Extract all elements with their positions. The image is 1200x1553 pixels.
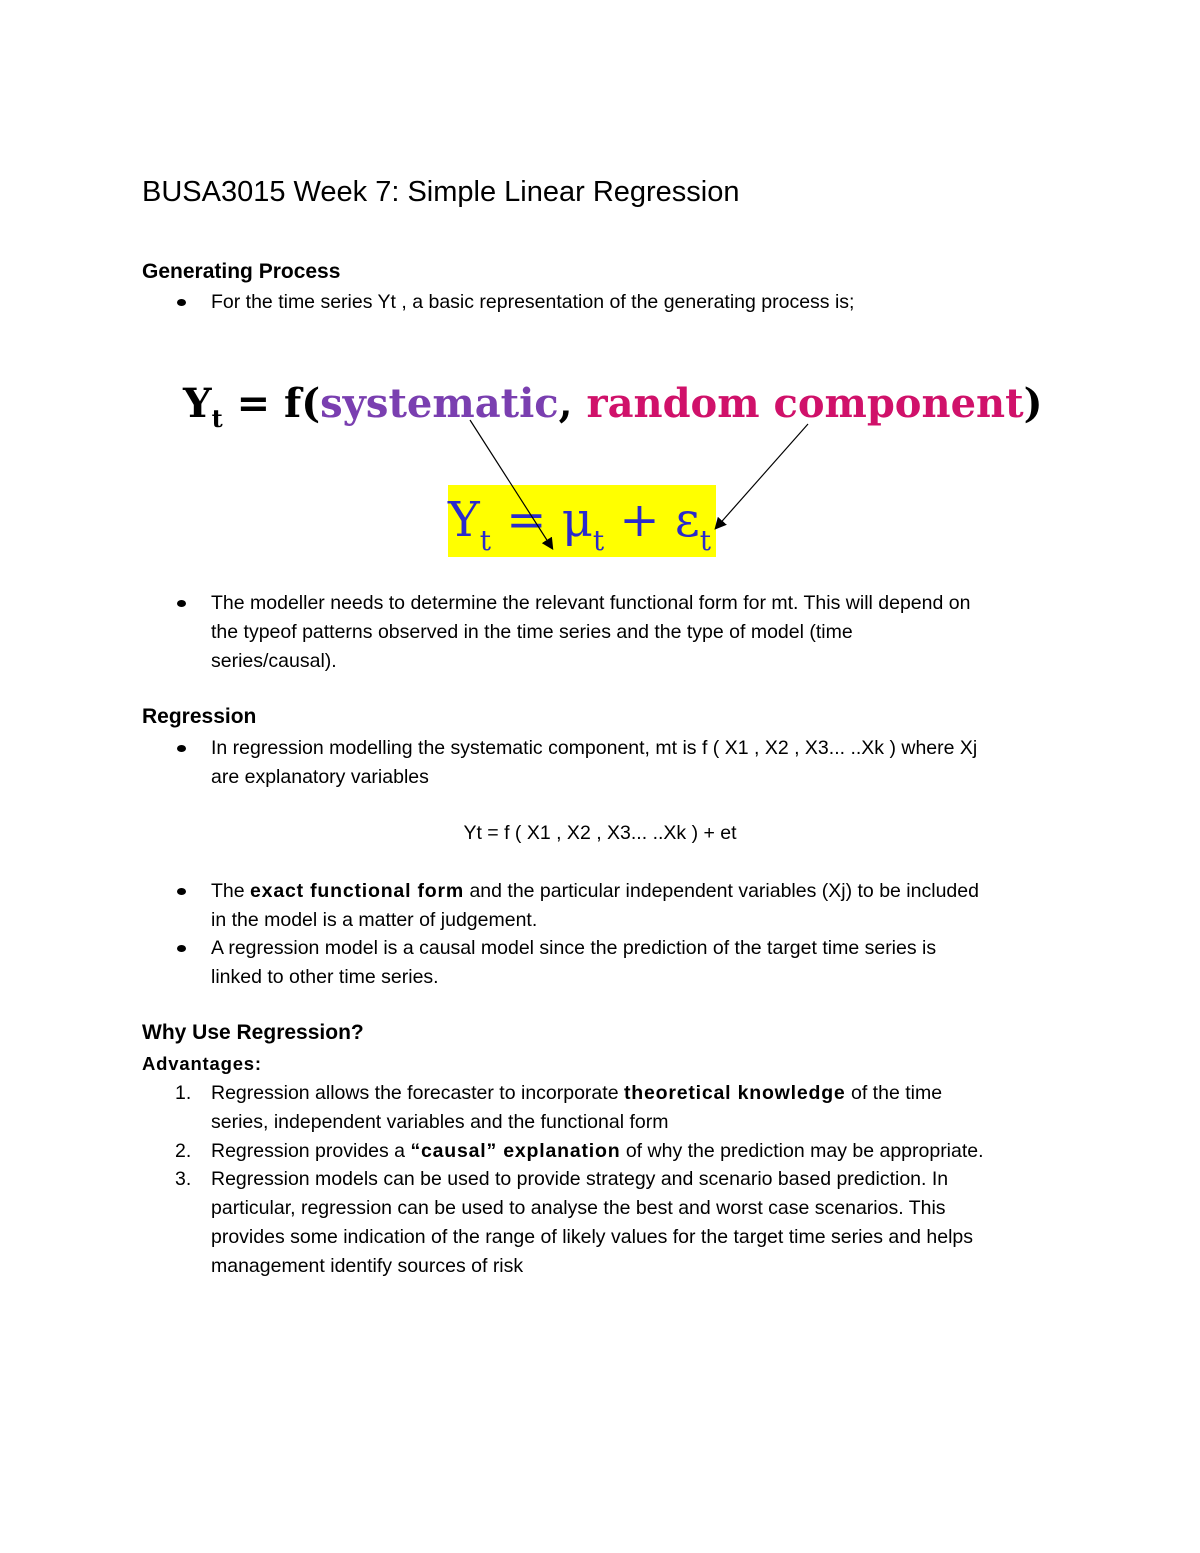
regression-heading: Regression — [142, 705, 257, 728]
advantage-item-2: Regression provides a “causal” explanation of why the prediction may be appropriate. — [211, 1140, 984, 1162]
list-number: 2. — [175, 1140, 192, 1162]
regression-bullet-2: The exact functional form and the particular independent variables (Xj) to be included in the model is a matter of judgement. — [211, 880, 979, 931]
bullet-icon — [177, 945, 186, 952]
arrow-systematic-to-mu — [470, 420, 552, 548]
equation-general-form: $Y_t$ = f(systematic, random component) — [183, 380, 1043, 433]
generating-bullet-2: The modeller needs to determine the relevant functional form for mt. This will depend on the typeof patterns observed in the time series and the type of model (time series/causal). — [211, 592, 971, 672]
equation-decomposition: $Y_t = \mu_t + \varepsilon_t$ — [448, 492, 712, 557]
page-title: BUSA3015 Week 7: Simple Linear Regression — [142, 176, 740, 208]
bullet-icon — [177, 888, 186, 895]
bullet-icon — [177, 745, 186, 752]
random-component-term: random component — [586, 380, 1024, 427]
why-regression-heading: Why Use Regression? — [142, 1021, 364, 1044]
bullet-icon — [177, 600, 186, 607]
regression-bullet-1: In regression modelling the systematic component, mt is f ( X1 , X2 , X3... ..Xk ) where Xj are explanatory variables — [211, 737, 978, 788]
list-number: 1. — [175, 1082, 192, 1104]
regression-bullet-3: A regression model is a causal model since the prediction of the target time series is linked to other time series. — [211, 937, 937, 988]
list-number: 3. — [175, 1168, 192, 1190]
advantages-heading: Advantages: — [142, 1053, 262, 1074]
arrow-random-to-epsilon — [716, 424, 808, 528]
generating-bullet-1: For the time series Yt , a basic representation of the generating process is; — [211, 291, 855, 313]
generating-process-heading: Generating Process — [142, 260, 341, 283]
systematic-term: systematic — [320, 380, 559, 427]
advantage-item-1: Regression allows the forecaster to incorporate theoretical knowledge of the time series, independent variables and the functional form — [211, 1082, 943, 1133]
regression-formula: Yt = f ( X1 , X2 , X3... ..Xk ) + et — [463, 822, 737, 844]
advantage-item-3: Regression models can be used to provide strategy and scenario based prediction. In particular, regression can be used to analyse the best and worst case scenarios. This provides some indication of the range of likely values for the target time series and helps management identify sources of risk — [211, 1168, 973, 1277]
